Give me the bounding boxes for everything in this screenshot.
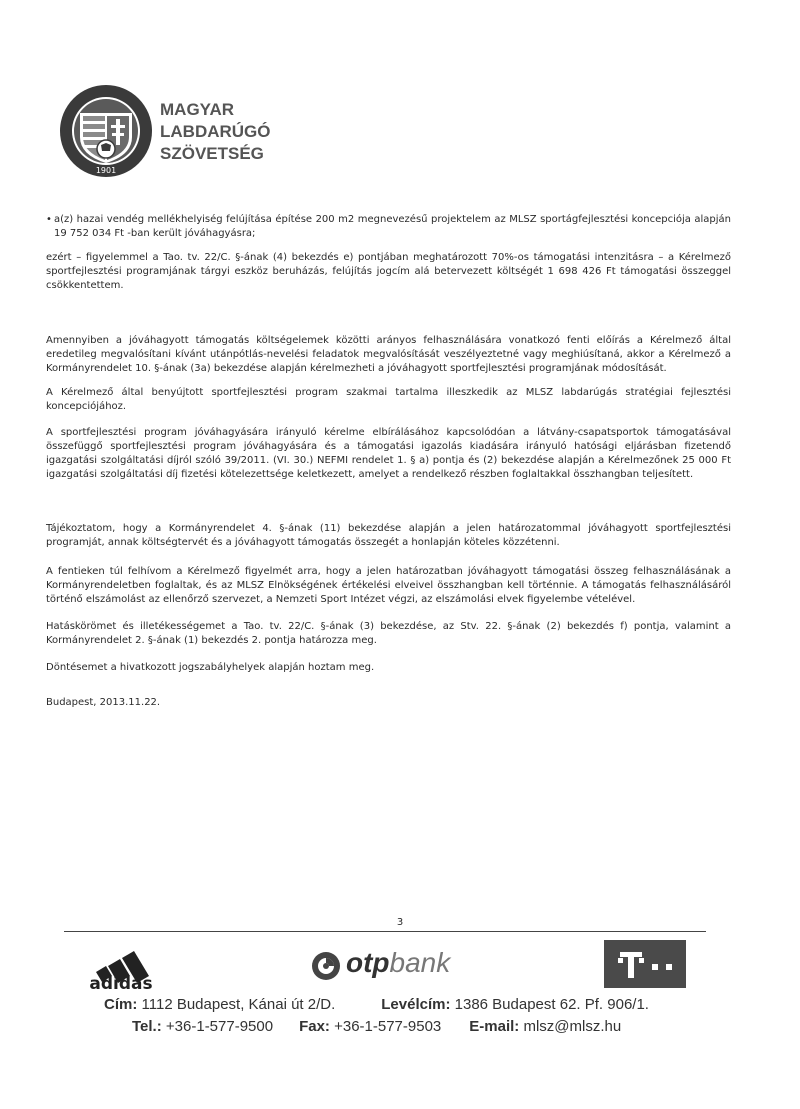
otp-wordmark-light: bank — [389, 947, 451, 978]
paragraph-reduction: ezért – figyelemmel a Tao. tv. 22/C. §-ának (4) bekezdés e) pontjában meghatározott 70%-os támogatási intenzitásra – a Kérelmező sportfejlesztési programjának tárgyi eszköz beruházás, felújítás jogcím alá betervezett költségét 1 698 426 Ft támogatási összeggel csökkentettem. — [46, 252, 731, 291]
place-and-date: Budapest, 2013.11.22. — [46, 697, 161, 708]
mlsz-crest-icon — [58, 83, 154, 179]
fax-label: Fax: — [299, 1018, 330, 1035]
page-number: 3 — [396, 917, 404, 928]
address-label: Cím: — [104, 996, 138, 1013]
organization-name — [160, 99, 271, 165]
contact-row-phone — [132, 1018, 800, 1035]
otp-wordmark — [346, 946, 450, 980]
bullet-text: a(z) hazai vendég mellékhelyiség felújítása építése 200 m2 megnevezésű projektelem az MLSZ sportágfejlesztési koncepciója alapján 19 752 034 Ft -ban került jóváhagyásra; — [54, 214, 731, 239]
email-value: mlsz@mlsz.hu — [523, 1018, 622, 1035]
otp-swirl-icon — [310, 950, 342, 982]
email-label: E-mail: — [469, 1018, 520, 1035]
document-body — [46, 213, 731, 710]
paragraph-decision: Döntésemet a hivatkozott jogszabályhelyek alapján hoztam meg. — [46, 662, 375, 673]
org-name-line-1: MAGYAR — [160, 100, 234, 119]
contact-row-address — [104, 996, 800, 1013]
tel-value: +36-1-577-9500 — [165, 1018, 274, 1035]
org-name-line-2: LABDARÚGÓ — [160, 122, 271, 141]
otp-logo — [310, 944, 470, 984]
paragraph-fee: A sportfejlesztési program jóváhagyására irányuló kérelme elbírálásához kapcsolódóan a látvány-csapatsportok támogatásával összefüggő sportfejlesztési program jóváhagyására és a támogatási igazolás kiadására irányuló hatósági eljárásban fizetendő igazgatási szolgáltatási díjról szóló 39/2011. (VI. 30.) NEFMI rendelet 1. § a) pontja és (2) bekezdése alapján a Kérelmezőnek 25 000 Ft igazgatási szolgáltatási díj fizetési kötelezettsége keletkezett, amelyet a rendelkező részben foglaltakkal összhangban teljesített. — [46, 427, 731, 480]
fax-value: +36-1-577-9503 — [334, 1018, 442, 1035]
paragraph-settlement: A fentieken túl felhívom a Kérelmező figyelmét arra, hogy a jelen határozatban jóváhagyott támogatási összeg felhasználásának a Kormányrendeletben foglaltak, és az MLSZ Elnökségének értékelési elveivel összhangban kell történnie. A támogatás felhasználásáról történő elszámolást az ellenőrző szervezet, a Nemzeti Sport Intézet végzi, az elszámolási elvek figyelembe vételével. — [46, 566, 731, 605]
mail-label: Levélcím: — [381, 996, 451, 1013]
address-value: 1112 Budapest, Kánai út 2/D. — [141, 996, 336, 1013]
telekom-t-icon — [604, 940, 686, 988]
emblem-year: 1901 — [95, 166, 117, 175]
paragraph-competence: Hatáskörömet és illetékességemet a Tao. tv. 22/C. §-ának (3) bekezdése, az Stv. 22. §-ának (2) bekezdés f) pontja, valamint a Kormányrendelet 2. §-ának (1) bekezdés 2. pontja határozza meg. — [46, 621, 731, 646]
adidas-logo-icon — [78, 938, 164, 990]
footer-divider — [64, 931, 706, 932]
paragraph-modification: Amennyiben a jóváhagyott támogatás költségelemek közötti arányos felhasználására vonatkozó fenti előírás a Kérelmező által eredetileg megvalósítani kívánt utánpótlás-nevelési feladatok megvalósítását veszélyeztetné vagy meghiúsítaná, akkor a Kérelmező a Kormányrendelet 10. §-ának (3a) bekezdése alapján kérelmezheti a jóváhagyott sportfejlesztési programjának módosítását. — [46, 335, 731, 374]
paragraph-publication: Tájékoztatom, hogy a Kormányrendelet 4. §-ának (11) bekezdése alapján a jelen határozatommal jóváhagyott sportfejlesztési programját, annak költségtervét és a jóváhagyott támogatás összegét a honlapján köteles közzétenni. — [46, 523, 731, 548]
mail-value: 1386 Budapest 62. Pf. 906/1. — [454, 996, 649, 1013]
org-name-line-3: SZÖVETSÉG — [160, 144, 264, 163]
bullet-item — [46, 213, 731, 241]
bullet-dot-icon: • — [46, 214, 52, 225]
tel-label: Tel.: — [132, 1018, 162, 1035]
otp-wordmark-bold: otp — [346, 947, 390, 978]
paragraph-strategy: A Kérelmező által benyújtott sportfejlesztési program szakmai tartalma illeszkedik az MLSZ labdarúgás stratégiai fejlesztési koncepciójához. — [46, 387, 731, 412]
letterhead — [58, 83, 388, 183]
adidas-wordmark: adidas — [89, 974, 153, 990]
